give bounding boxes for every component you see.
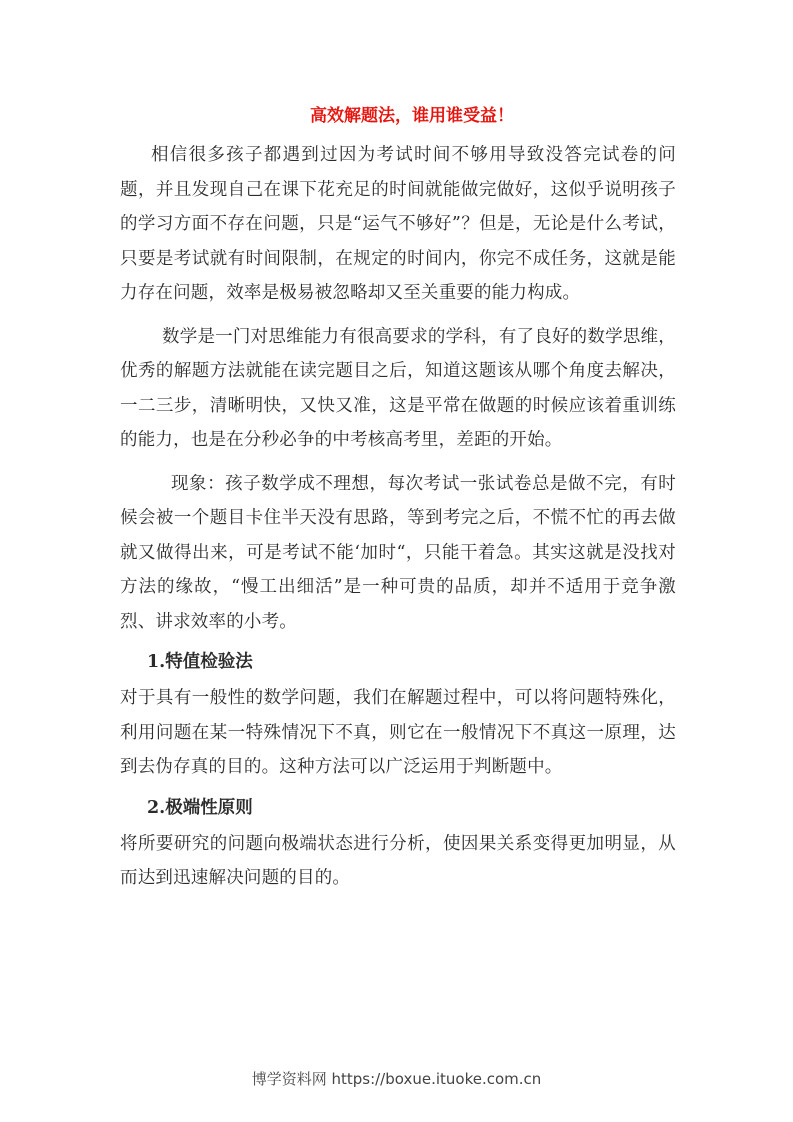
math-thinking-paragraph: 数学是一门对思维能力有很高要求的学科，有了良好的数学思维，优秀的解题方法就能在读完题目之后，知道这题该从哪个角度去解决，一二三步，清晰明快，又快又准，这是平常在做题的时候应该着重训练的能力，也是在分秒必争的中考核高考里，差距的开始。	[120, 326, 676, 450]
phenomenon-paragraph: 现象：孩子数学成不理想，每次考试一张试卷总是做不完，有时候会被一个题目卡住半天没有思路，等到考完之后，不慌不忙的再去做就又做得出来，可是考试不能‘加时“，只能干着急。其实这就是没找对方法的缘故，“慢工出细活”是一种可贵的品质，却并不适用于竞争激烈、讲求效率的小考。	[120, 473, 676, 632]
section-body: 对于具有一般性的数学问题，我们在解题过程中，可以将问题特殊化，利用问题在某一特殊情况下不真，则它在一般情况下不真这一原理，达到去伪存真的目的。这种方法可以广泛运用于判断题中。	[120, 688, 676, 777]
section-special-value	[120, 645, 676, 785]
intro-paragraph: 相信很多孩子都遇到过因为考试时间不够用导致没答完试卷的问题，并且发现自己在课下花充足的时间就能做完做好，这似乎说明孩子的学习方面不存在问题，只是“运气不够好”？但是，无论是什么考试，只要是考试就有时间限制，在规定的时间内，你完不成任务，这就是能力存在问题，效率是极易被忽略却又至关重要的能力构成。	[120, 145, 676, 303]
section-extreme-principle	[120, 791, 676, 896]
section-heading: 2.极端性原则	[147, 797, 253, 818]
section-heading: 1.特值检验法	[147, 652, 253, 672]
footer-watermark: 博学资料网 https://boxue.ituoke.com.cn	[251, 1070, 542, 1088]
section-body: 将所要研究的问题向极端状态进行分析，使因果关系变得更加明显，从而达到迅速解决问题的目的。	[120, 833, 676, 888]
document-body	[120, 102, 676, 896]
document-title: 高效解题法，谁用谁受益！	[310, 106, 514, 126]
